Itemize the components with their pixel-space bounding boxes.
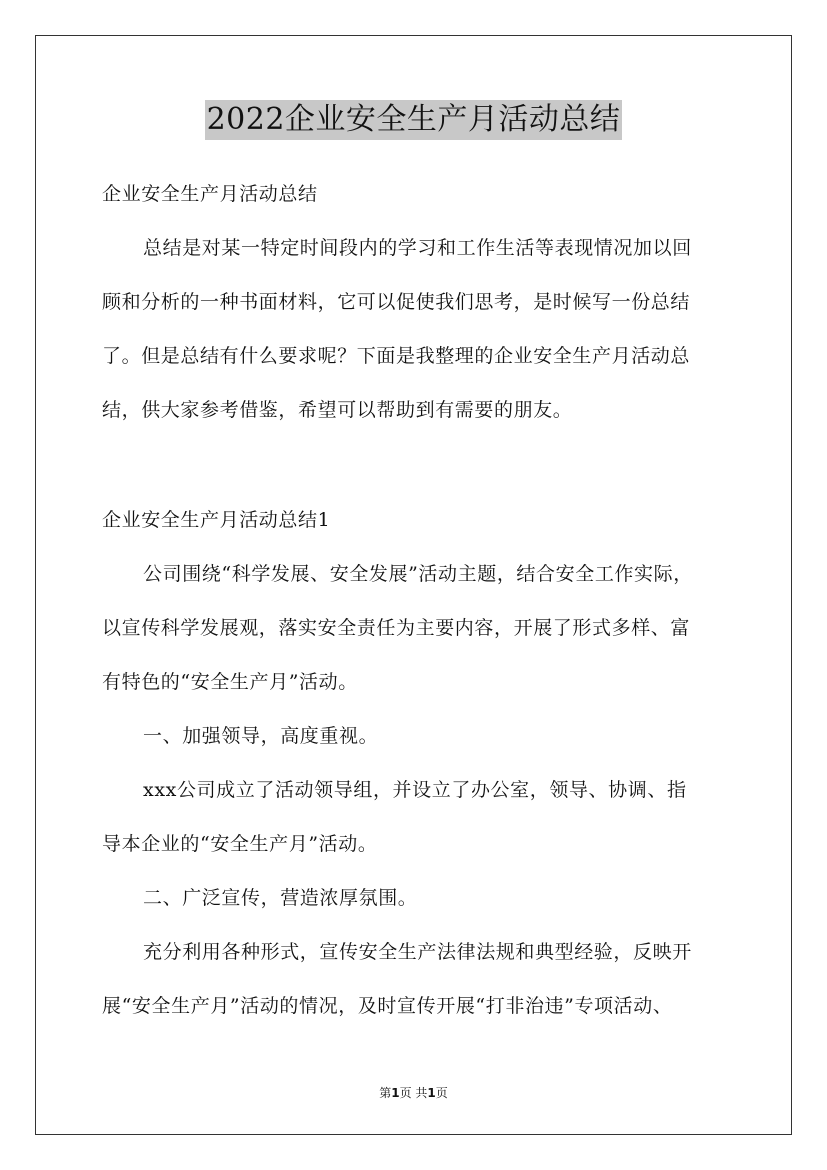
footer-page-current: 1 bbox=[391, 1086, 400, 1100]
paragraph-line: xxx公司成立了活动领导组，并设立了办公室，领导、协调、指 bbox=[143, 779, 687, 801]
paragraph-line: 结，供大家参考借鉴，希望可以帮助到有需要的朋友。 bbox=[102, 399, 573, 421]
footer-page-suffix: 页 bbox=[435, 1086, 448, 1100]
footer-page-prefix: 第 bbox=[379, 1086, 392, 1100]
paragraph-line: 顾和分析的一种书面材料，它可以促使我们思考，是时候写一份总结 bbox=[102, 291, 691, 313]
section-heading: 企业安全生产月活动总结 bbox=[102, 183, 318, 205]
paragraph-line: 了。但是总结有什么要求呢？下面是我整理的企业安全生产月活动总 bbox=[102, 345, 691, 367]
paragraph-line: 有特色的“安全生产月”活动。 bbox=[102, 671, 358, 693]
paragraph-line: 展“安全生产月”活动的情况，及时宣传开展“打非治违”专项活动、 bbox=[102, 995, 673, 1017]
subheading-line: 二、广泛宣传，营造浓厚氛围。 bbox=[143, 887, 418, 909]
page-footer bbox=[0, 1085, 827, 1101]
section-heading: 企业安全生产月活动总结1 bbox=[102, 509, 331, 531]
paragraph-line: 充分利用各种形式，宣传安全生产法律法规和典型经验，反映开 bbox=[143, 941, 692, 963]
title-container bbox=[0, 100, 827, 140]
paragraph-line: 总结是对某一特定时间段内的学习和工作生活等表现情况加以回 bbox=[143, 237, 692, 259]
paragraph-line: 以宣传科学发展观，落实安全责任为主要内容，开展了形式多样、富 bbox=[102, 617, 691, 639]
footer-page-total: 1 bbox=[427, 1086, 436, 1100]
document-title: 2022企业安全生产月活动总结 bbox=[205, 100, 623, 140]
subheading-line: 一、加强领导，高度重视。 bbox=[143, 725, 379, 747]
paragraph-line: 导本企业的“安全生产月”活动。 bbox=[102, 833, 378, 855]
paragraph-line: 公司围绕“科学发展、安全发展”活动主题，结合安全工作实际， bbox=[143, 563, 693, 585]
footer-page-mid: 页 共 bbox=[399, 1086, 428, 1100]
